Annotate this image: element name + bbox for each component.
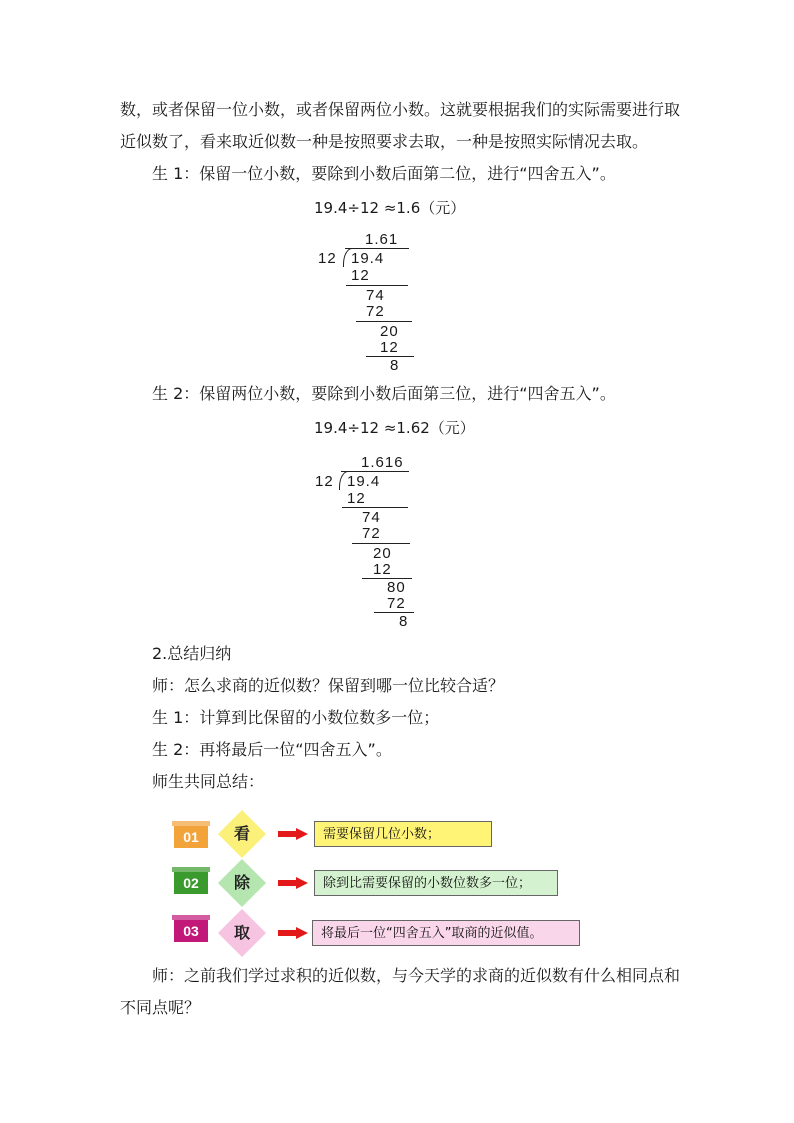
- paragraph-1: 数，或者保留一位小数，或者保留两位小数。这就要根据我们的实际需要进行取: [120, 100, 681, 119]
- division-row: 20: [373, 545, 392, 562]
- step-keyword: 取: [233, 923, 250, 942]
- dividend: 19.4: [351, 250, 385, 267]
- step-description: 将最后一位“四舍五入”取商的近似值。: [312, 920, 580, 946]
- division-row: 12: [351, 267, 370, 284]
- paragraph-2: 近似数了，看来取近似数一种是按照要求去取，一种是按照实际情况去取。: [120, 132, 649, 151]
- equation-1: 19.4÷12 ≈1.6（元）: [314, 199, 466, 217]
- right-arrow-icon: [278, 927, 308, 939]
- paragraph-4: 生 2：保留两位小数，要除到小数后面第三位，进行“四舍五入”。: [152, 384, 616, 403]
- division-row: 12: [373, 561, 392, 578]
- division-row: 12: [347, 490, 366, 507]
- step-description: 需要保留几位小数；: [314, 821, 492, 847]
- divisor: 12: [315, 473, 334, 490]
- quotient: 1.616: [361, 454, 404, 471]
- paragraph-9: 师生共同总结：: [152, 772, 265, 791]
- step-number-badge: 03: [174, 920, 208, 942]
- division-row: 20: [380, 323, 399, 340]
- division-row: 72: [387, 595, 406, 612]
- step-number-badge: 01: [174, 826, 208, 848]
- right-arrow-icon: [278, 828, 308, 840]
- section-heading: 2.总结归纳: [152, 644, 232, 663]
- division-row: 8: [390, 357, 400, 374]
- division-row: 74: [366, 287, 385, 304]
- paragraph-6: 师：怎么求商的近似数？保留到哪一位比较合适？: [152, 676, 505, 695]
- quotient: 1.61: [365, 231, 399, 248]
- step-keyword: 看: [233, 824, 250, 843]
- division-row: 72: [362, 525, 381, 542]
- division-row: 80: [387, 579, 406, 596]
- step-number-badge: 02: [174, 872, 208, 894]
- paragraph-8: 生 2：再将最后一位“四舍五入”。: [152, 740, 392, 759]
- dividend: 19.4: [347, 473, 381, 490]
- paragraph-11: 不同点呢？: [120, 998, 201, 1017]
- step-description: 除到比需要保留的小数位数多一位；: [314, 870, 558, 896]
- division-row: 8: [399, 613, 409, 630]
- right-arrow-icon: [278, 877, 308, 889]
- division-row: 12: [380, 339, 399, 356]
- step-keyword: 除: [233, 873, 250, 892]
- equation-2: 19.4÷12 ≈1.62（元）: [314, 419, 475, 437]
- divisor: 12: [318, 250, 337, 267]
- paragraph-3: 生 1：保留一位小数，要除到小数后面第二位，进行“四舍五入”。: [152, 164, 616, 183]
- division-row: 74: [362, 509, 381, 526]
- division-row: 72: [366, 303, 385, 320]
- paragraph-10: 师：之前我们学过求积的近似数，与今天学的求商的近似数有什么相同点和: [152, 966, 681, 985]
- paragraph-7: 生 1：计算到比保留的小数位数多一位；: [152, 708, 440, 727]
